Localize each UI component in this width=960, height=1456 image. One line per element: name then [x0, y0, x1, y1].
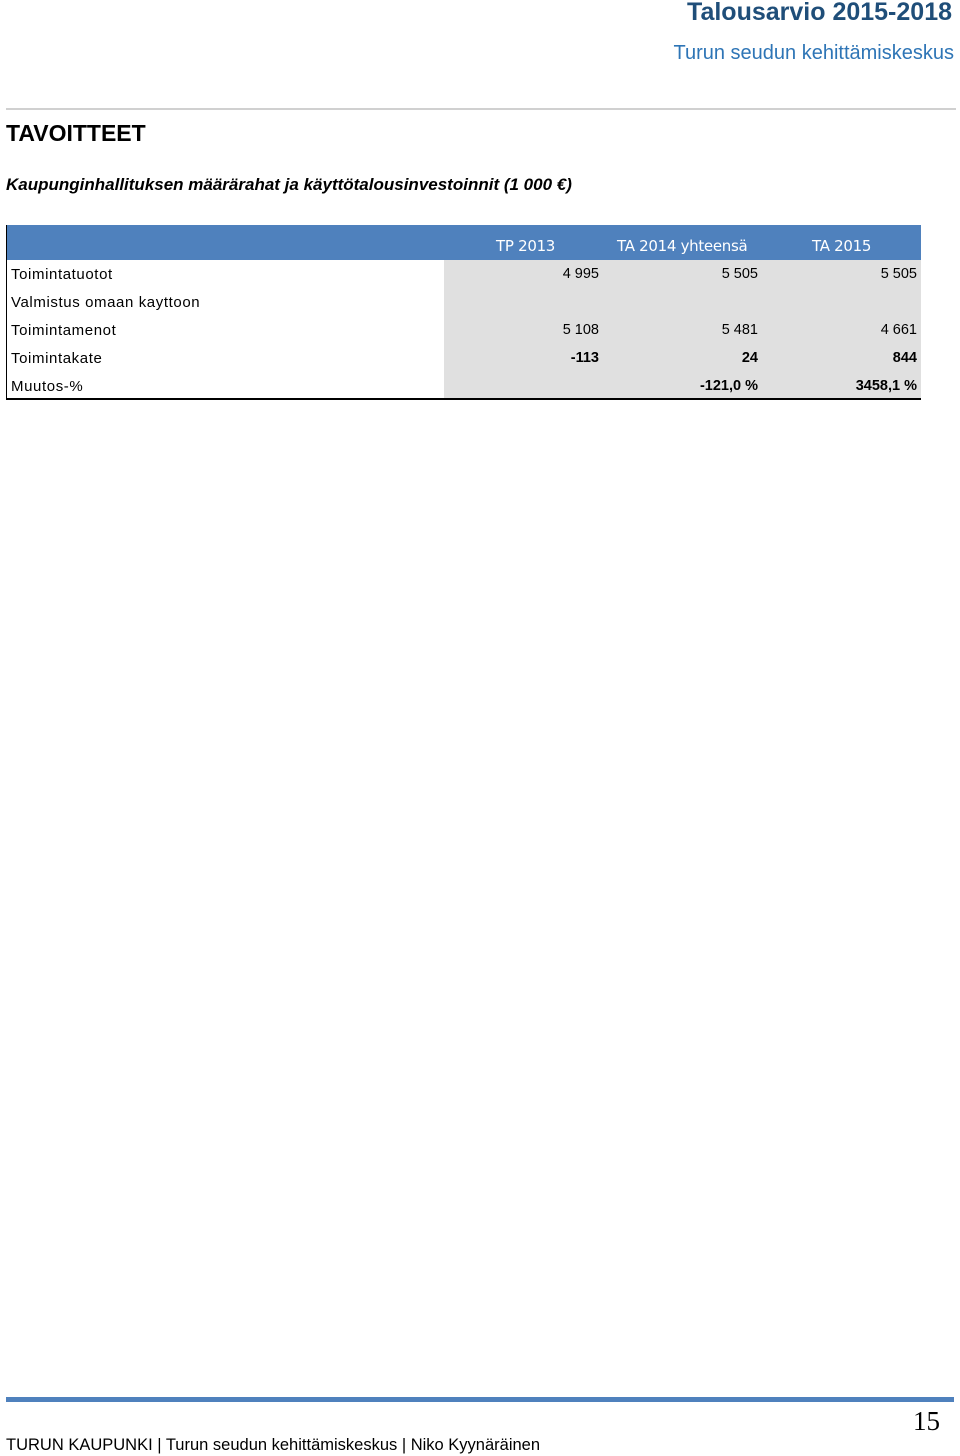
budget-table [6, 225, 921, 400]
table-cell: -121,0 % [699, 378, 758, 394]
table-cell: 5 481 [721, 322, 758, 338]
table-header-row [7, 225, 921, 260]
row-label: Toimintamenot [11, 322, 117, 339]
column-header-ta-2014: TA 2014 yhteensä [617, 237, 748, 255]
section-title: TAVOITTEET [6, 120, 146, 146]
table-cell: 844 [892, 350, 917, 366]
page-number: 15 [913, 1406, 940, 1436]
table-row [7, 344, 920, 372]
table-cell: -113 [570, 350, 599, 366]
header-subtitle: Turun seudun kehittämiskeskus [673, 42, 954, 64]
table-cell: 24 [741, 350, 758, 366]
table-row [7, 260, 920, 288]
table-row [7, 372, 920, 400]
table-cell: 4 995 [562, 266, 599, 282]
table-cell: 5 108 [562, 322, 599, 338]
column-header-tp-2013: TP 2013 [496, 237, 556, 255]
row-label: Valmistus omaan kayttoon [11, 294, 201, 311]
table-cell: 5 505 [880, 266, 917, 282]
table-row [7, 316, 920, 344]
row-label: Muutos-% [11, 378, 84, 395]
table-cell: 5 505 [721, 266, 758, 282]
table-row [7, 288, 920, 316]
header-divider [6, 108, 956, 110]
footer-text: TURUN KAUPUNKI | Turun seudun kehittämiskeskus | Niko Kyynäräinen [6, 1436, 541, 1454]
table-cell: 4 661 [880, 322, 917, 338]
row-label: Toimintakate [11, 350, 103, 367]
footer-divider [6, 1397, 954, 1402]
column-header-ta-2015: TA 2015 [812, 237, 872, 255]
table-cell: 3458,1 % [855, 378, 917, 394]
header-title: Talousarvio 2015-2018 [687, 0, 952, 26]
section-subtitle: Kaupunginhallituksen määrärahat ja käyttötalousinvestoinnit (1 000 €) [6, 175, 572, 194]
row-label: Toimintatuotot [11, 266, 113, 283]
